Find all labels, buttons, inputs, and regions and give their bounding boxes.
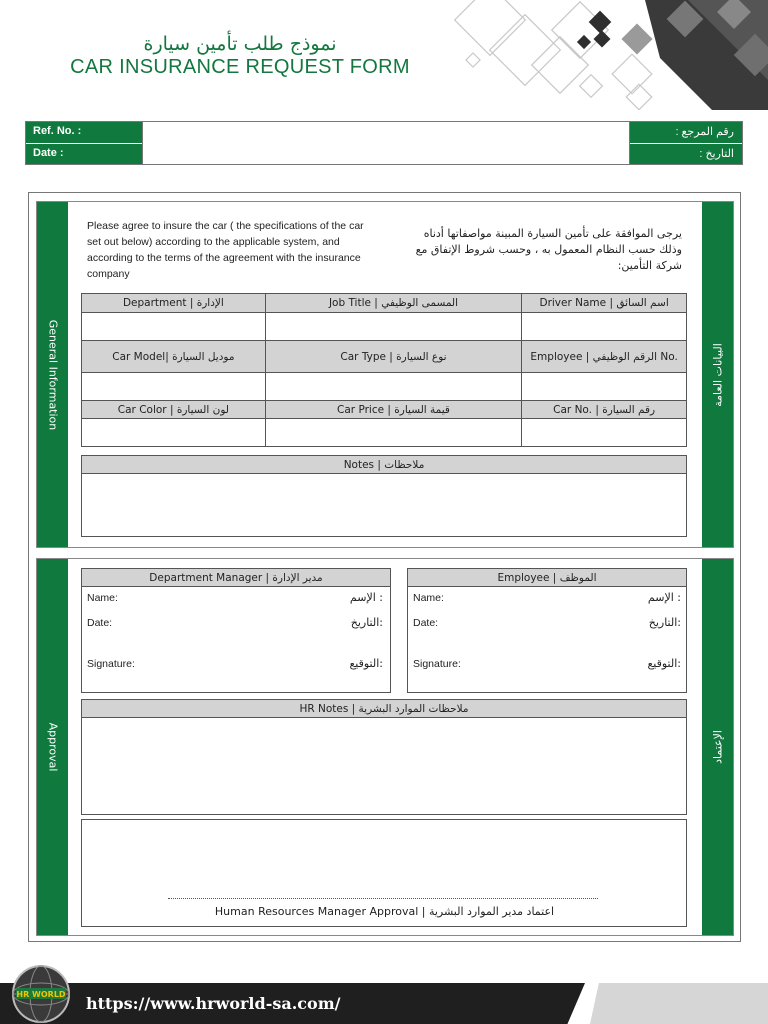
- ref-labels-en: [26, 122, 142, 164]
- notes-header: Notes | ملاحظات: [81, 455, 687, 474]
- reference-bar: [25, 121, 743, 165]
- car-color-field[interactable]: [82, 419, 266, 447]
- car-no-header: Car No. | رقم السيارة: [522, 401, 687, 419]
- car-details-table: [81, 293, 687, 447]
- dept-manager-signature-label: Signature:: [87, 658, 135, 670]
- department-field[interactable]: [82, 313, 266, 341]
- ref-no-label: Ref. No. :: [33, 125, 82, 137]
- approval-side-label: [37, 559, 68, 935]
- dept-manager-signature-label-arabic: :التوقيع: [349, 657, 383, 670]
- logo-text: HR WORLD: [16, 990, 66, 999]
- dept-manager-name-label: Name:: [87, 592, 118, 604]
- driver-name-field[interactable]: [522, 313, 687, 341]
- car-no-field[interactable]: [522, 419, 687, 447]
- department-manager-header: Department Manager | مدير الإدارة: [81, 568, 391, 587]
- date-label-arabic: التاريخ :: [699, 148, 734, 160]
- employee-name-label: Name:: [413, 592, 444, 604]
- dept-manager-name-label-arabic: : الإسم: [349, 591, 383, 604]
- page-title-arabic: نموذج طلب تأمين سيارة: [143, 33, 337, 55]
- website-link[interactable]: https://www.hrworld-sa.com/: [86, 994, 341, 1013]
- agreement-text: Please agree to insure the car ( the specifications of the car set out below) according to the applicable system, and according to the terms of the agreement with the insurance company: [87, 220, 364, 280]
- department-header: Department | الإدارة: [82, 294, 266, 313]
- hr-notes-header: HR Notes | ملاحظات الموارد البشرية: [81, 699, 687, 718]
- approval-side-label-arabic: [702, 559, 733, 935]
- notes-field[interactable]: [81, 473, 687, 537]
- job-title-field[interactable]: [265, 313, 522, 341]
- car-model-field[interactable]: [82, 373, 266, 401]
- employee-header: Employee | الموظف: [407, 568, 687, 587]
- dept-manager-date-label: Date:: [87, 617, 113, 629]
- ref-input-area[interactable]: [142, 122, 630, 164]
- general-info-label: General Information: [46, 319, 59, 430]
- agreement-text-arabic: يرجى الموافقة على تأمين السيارة المبينة مواصفاتها أدناه وذلك حسب النظام المعمول به ، وحسب شروط الإتفاق مع شركة التأمين:: [415, 227, 682, 272]
- footer-light-band: [590, 983, 768, 1024]
- dept-manager-date-label-arabic: :التاريخ: [350, 616, 383, 629]
- employee-name-label-arabic: : الإسم: [647, 591, 681, 604]
- car-color-header: Car Color | لون السيارة: [82, 401, 266, 419]
- driver-name-header: Driver Name | اسم السائق: [522, 294, 687, 313]
- hr-notes-field[interactable]: [81, 717, 687, 815]
- car-type-field[interactable]: [265, 373, 522, 401]
- general-info-side-label: [37, 202, 68, 547]
- car-price-field[interactable]: [265, 419, 522, 447]
- approval-label-arabic: الإعتماد: [711, 730, 724, 764]
- job-title-header: Job Title | المسمى الوظيفي: [265, 294, 522, 313]
- employee-no-header: Employee | الرقم الوظيفي No.: [522, 341, 687, 373]
- footer: [0, 983, 768, 1024]
- employee-no-field[interactable]: [522, 373, 687, 401]
- car-price-header: Car Price | قيمة السيارة: [265, 401, 522, 419]
- ref-no-label-arabic: رقم المرجع :: [675, 126, 734, 138]
- hr-manager-approval-label: Human Resources Manager Approval | اعتماد مدير الموارد البشرية: [214, 905, 555, 918]
- general-info-label-arabic: البيانات العامة: [711, 342, 724, 407]
- page-title: CAR INSURANCE REQUEST FORM: [70, 56, 410, 78]
- car-type-header: Car Type | نوع السيارة: [265, 341, 522, 373]
- date-label: Date :: [33, 147, 64, 159]
- decorative-diamond-pattern: [440, 0, 768, 110]
- employee-date-label-arabic: :التاريخ: [648, 616, 681, 629]
- employee-signature-label-arabic: :التوقيع: [647, 657, 681, 670]
- general-info-side-label-arabic: [702, 202, 733, 547]
- signature-dotted-line: [168, 898, 598, 899]
- employee-signature-label: Signature:: [413, 658, 461, 670]
- approval-label: Approval: [46, 722, 59, 772]
- hr-world-logo: [10, 963, 72, 1024]
- employee-date-label: Date:: [413, 617, 439, 629]
- ref-labels-ar: [630, 122, 742, 164]
- car-model-header: Car Model| موديل السيارة: [82, 341, 266, 373]
